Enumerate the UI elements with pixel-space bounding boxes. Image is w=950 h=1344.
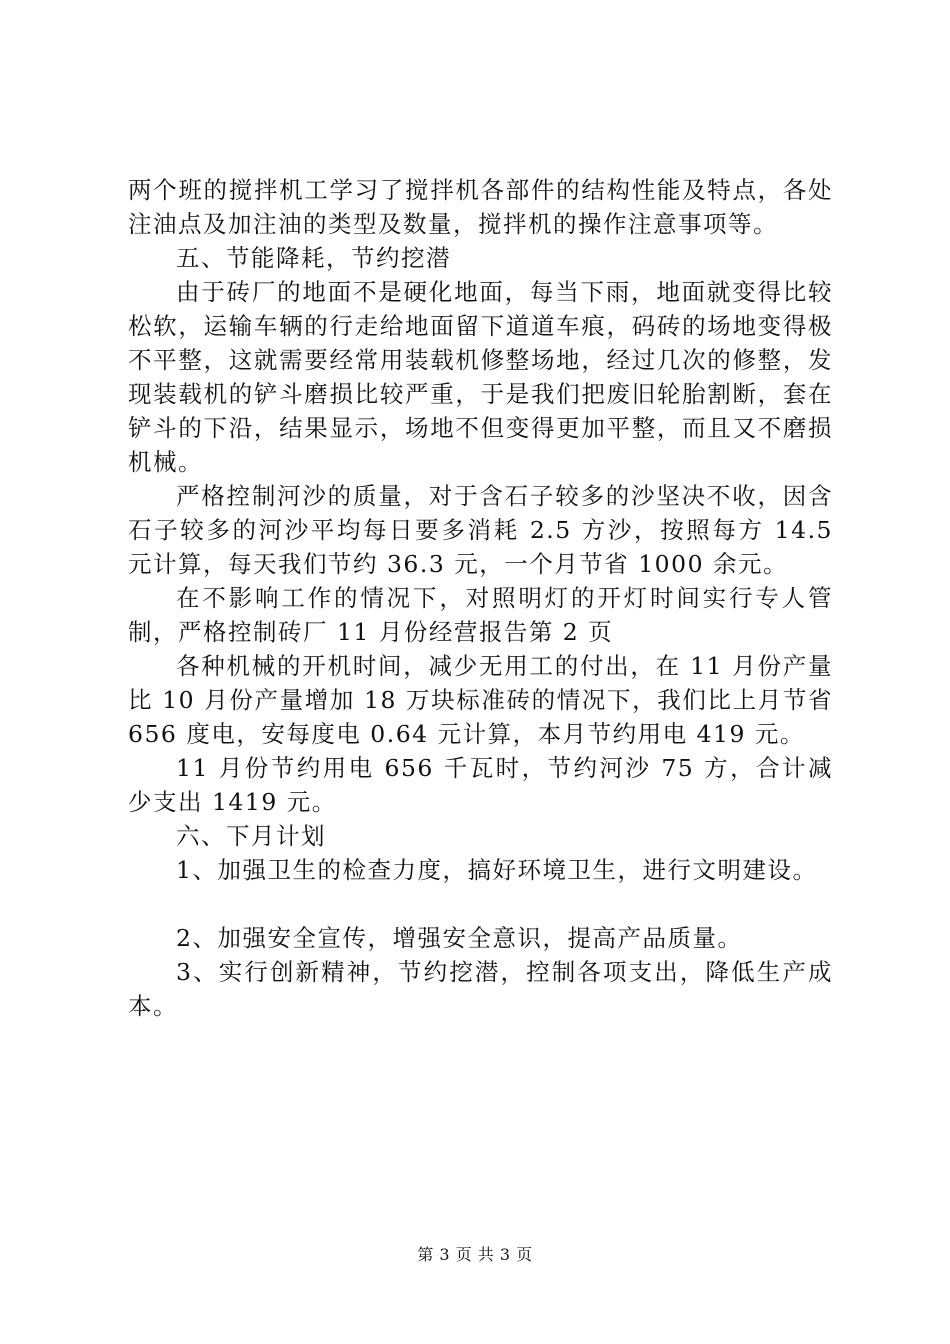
paragraph-lighting-control: 在不影响工作的情况下，对照明灯的开灯时间实行专人管制，严格控制砖厂 11 月份经营报告第 2 页 (128, 584, 833, 646)
paragraph-machine-runtime: 各种机械的开机时间，减少无用工的付出，在 11 月份产量比 10 月份产量增加 18 万块标准砖的情况下，我们比上月节省 656 度电，安每度电 0.64 元计算，本月节约用电 419 元。 (128, 652, 833, 748)
document-body (128, 173, 833, 1023)
section-heading-next-month-plan: 六、下月计划 (176, 822, 326, 850)
plan-item-1: 1、加强卫生的检查力度，搞好环境卫生，进行文明建设。 (176, 856, 818, 884)
paragraph-continuation: 两个班的搅拌机工学习了搅拌机各部件的结构性能及特点，各处注油点及加注油的类型及数量，搅拌机的操作注意事项等。 (128, 176, 833, 238)
paragraph-monthly-savings: 11 月份节约用电 656 千瓦时，节约河沙 75 方，合计减少支出 1419 元。 (128, 754, 833, 816)
section-heading-energy-saving: 五、节能降耗，节约挖潜 (176, 244, 451, 272)
plan-item-2: 2、加强安全宣传，增强安全意识，提高产品质量。 (176, 924, 743, 952)
page-number-footer: 第 3 页 共 3 页 (417, 1245, 533, 1264)
paragraph-loader-repair: 由于砖厂的地面不是硬化地面，每当下雨，地面就变得比较松软，运输车辆的行走给地面留下道道车痕，码砖的场地变得极不平整，这就需要经常用装载机修整场地，经过几次的修整，发现装载机的铲斗磨损比较严重，于是我们把废旧轮胎割断，套在铲斗的下沿，结果显示，场地不但变得更加平整，而且又不磨损机械。 (128, 278, 833, 476)
paragraph-sand-quality: 严格控制河沙的质量，对于含石子较多的沙坚决不收，因含石子较多的河沙平均每日要多消耗 2.5 方沙，按照每方 14.5 元计算，每天我们节约 36.3 元，一个月节省 1000 余元。 (128, 482, 833, 578)
plan-item-3: 3、实行创新精神，节约挖潜，控制各项支出，降低生产成本。 (128, 958, 833, 1020)
